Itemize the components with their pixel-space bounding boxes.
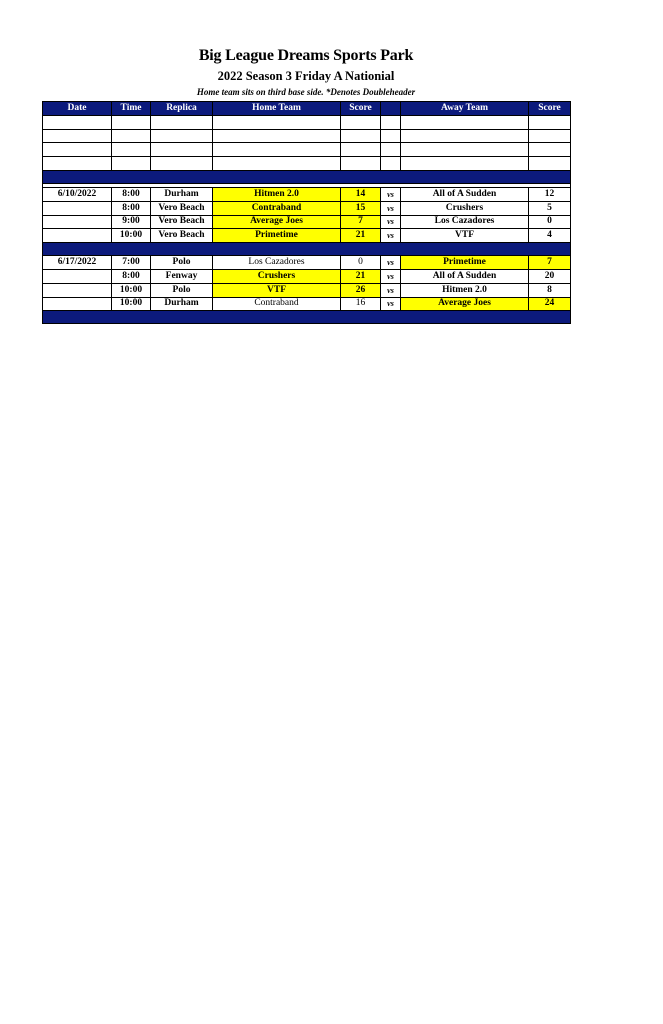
away-team: Crushers bbox=[401, 201, 529, 215]
home-team: Los Cazadores bbox=[213, 256, 341, 270]
game-time: 8:00 bbox=[112, 269, 151, 283]
game-time: 10:00 bbox=[112, 283, 151, 297]
column-header: Score bbox=[529, 102, 571, 116]
game-time: 10:00 bbox=[112, 297, 151, 311]
column-header: Away Team bbox=[401, 102, 529, 116]
away-team: All of A Sudden bbox=[401, 269, 529, 283]
game-time: 7:00 bbox=[112, 256, 151, 270]
schedule-table bbox=[42, 101, 571, 324]
away-score: 0 bbox=[529, 215, 571, 229]
column-header: Time bbox=[112, 102, 151, 116]
home-team: VTF bbox=[213, 283, 341, 297]
vs-label: vs bbox=[381, 229, 401, 243]
game-replica: Vero Beach bbox=[151, 229, 213, 243]
vs-label: vs bbox=[381, 187, 401, 201]
vs-label: vs bbox=[381, 283, 401, 297]
home-team: Crushers bbox=[213, 269, 341, 283]
column-header: Replica bbox=[151, 102, 213, 116]
game-row bbox=[43, 297, 571, 311]
page-note: Home team sits on third base side. *Denotes Doubleheader bbox=[196, 87, 416, 97]
game-time: 8:00 bbox=[112, 187, 151, 201]
game-replica: Vero Beach bbox=[151, 201, 213, 215]
empty-row bbox=[43, 157, 571, 171]
column-header: Date bbox=[43, 102, 112, 116]
away-team: Average Joes bbox=[401, 297, 529, 311]
game-time: 10:00 bbox=[112, 229, 151, 243]
empty-row bbox=[43, 115, 571, 129]
separator-band bbox=[43, 170, 571, 183]
home-score: 7 bbox=[341, 215, 381, 229]
game-date bbox=[43, 283, 112, 297]
game-date bbox=[43, 269, 112, 283]
game-replica: Fenway bbox=[151, 269, 213, 283]
schedule-body bbox=[43, 115, 571, 324]
separator-band bbox=[43, 243, 571, 256]
away-team: All of A Sudden bbox=[401, 187, 529, 201]
game-row bbox=[43, 269, 571, 283]
game-replica: Durham bbox=[151, 187, 213, 201]
vs-label: vs bbox=[381, 201, 401, 215]
away-team: VTF bbox=[401, 229, 529, 243]
game-date: 6/10/2022 bbox=[43, 187, 112, 201]
game-row bbox=[43, 283, 571, 297]
home-score: 16 bbox=[341, 297, 381, 311]
home-score: 26 bbox=[341, 283, 381, 297]
away-score: 8 bbox=[529, 283, 571, 297]
away-team: Hitmen 2.0 bbox=[401, 283, 529, 297]
away-score: 24 bbox=[529, 297, 571, 311]
game-date bbox=[43, 215, 112, 229]
game-row bbox=[43, 187, 571, 201]
away-score: 20 bbox=[529, 269, 571, 283]
game-replica: Durham bbox=[151, 297, 213, 311]
column-header: Home Team bbox=[213, 102, 341, 116]
home-score: 21 bbox=[341, 269, 381, 283]
game-time: 8:00 bbox=[112, 201, 151, 215]
game-date: 6/17/2022 bbox=[43, 256, 112, 270]
empty-row bbox=[43, 129, 571, 143]
away-score: 7 bbox=[529, 256, 571, 270]
away-team: Los Cazadores bbox=[401, 215, 529, 229]
game-row bbox=[43, 215, 571, 229]
home-score: 0 bbox=[341, 256, 381, 270]
home-team: Hitmen 2.0 bbox=[213, 187, 341, 201]
page-title: Big League Dreams Sports Park bbox=[198, 47, 414, 64]
home-team: Primetime bbox=[213, 229, 341, 243]
column-header: Score bbox=[341, 102, 381, 116]
game-row bbox=[43, 256, 571, 270]
vs-label: vs bbox=[381, 215, 401, 229]
home-score: 21 bbox=[341, 229, 381, 243]
away-score: 5 bbox=[529, 201, 571, 215]
away-score: 12 bbox=[529, 187, 571, 201]
game-replica: Vero Beach bbox=[151, 215, 213, 229]
game-replica: Polo bbox=[151, 283, 213, 297]
game-row bbox=[43, 229, 571, 243]
separator-band bbox=[43, 311, 571, 324]
away-score: 4 bbox=[529, 229, 571, 243]
game-time: 9:00 bbox=[112, 215, 151, 229]
home-team: Average Joes bbox=[213, 215, 341, 229]
home-score: 14 bbox=[341, 187, 381, 201]
away-team: Primetime bbox=[401, 256, 529, 270]
game-row bbox=[43, 201, 571, 215]
home-team: Contraband bbox=[213, 297, 341, 311]
vs-label: vs bbox=[381, 256, 401, 270]
page-subtitle: 2022 Season 3 Friday A Nationial bbox=[217, 69, 395, 83]
game-date bbox=[43, 229, 112, 243]
column-header bbox=[381, 102, 401, 116]
game-date bbox=[43, 201, 112, 215]
home-score: 15 bbox=[341, 201, 381, 215]
game-date bbox=[43, 297, 112, 311]
header-row bbox=[43, 102, 571, 116]
vs-label: vs bbox=[381, 297, 401, 311]
empty-row bbox=[43, 143, 571, 157]
vs-label: vs bbox=[381, 269, 401, 283]
home-team: Contraband bbox=[213, 201, 341, 215]
game-replica: Polo bbox=[151, 256, 213, 270]
